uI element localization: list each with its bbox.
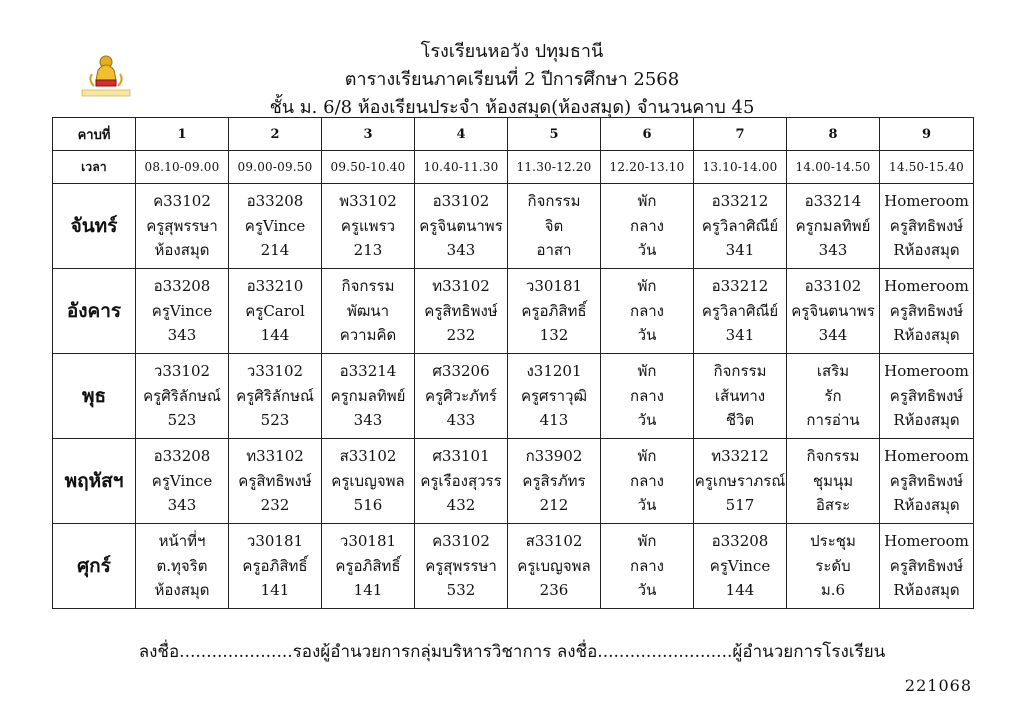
subject-code: อ33210 — [246, 277, 304, 296]
subject-code: ว30181 — [339, 532, 397, 551]
subject-code: อ33208 — [711, 532, 769, 551]
class-cell — [601, 354, 694, 439]
class-cell — [601, 439, 694, 524]
time-slot: 13.10-14.00 — [694, 151, 787, 184]
room-number: การอ่าน — [806, 411, 860, 430]
teacher-name: ครูเกษราภรณ์ — [694, 471, 786, 490]
room-number: 413 — [539, 411, 569, 430]
subject-code: ท33212 — [711, 447, 769, 466]
class-cell — [415, 524, 508, 609]
class-cell — [415, 439, 508, 524]
subject-code: Homeroom — [884, 532, 969, 551]
class-cell — [694, 269, 787, 354]
subject-code: ส33102 — [525, 532, 583, 551]
teacher-name: กลาง — [629, 556, 665, 575]
time-slot: 14.00-14.50 — [787, 151, 880, 184]
class-cell — [694, 354, 787, 439]
subject-code: อ33208 — [153, 277, 211, 296]
subject-code: อ33212 — [711, 277, 769, 296]
class-cell — [787, 269, 880, 354]
class-cell — [880, 354, 974, 439]
class-cell — [880, 269, 974, 354]
room-number: 132 — [539, 326, 569, 345]
class-cell — [787, 524, 880, 609]
room-number: ความคิด — [339, 326, 397, 345]
subject-code: Homeroom — [884, 362, 969, 381]
teacher-name: กลาง — [629, 471, 665, 490]
teacher-name: ครูสิทธิพงษ์ — [238, 471, 312, 490]
room-number: วัน — [637, 581, 657, 600]
teacher-name: พัฒนา — [346, 301, 390, 320]
subject-code: ประชุม — [810, 532, 856, 551]
teacher-name: ครูสุพรรษา — [425, 556, 497, 575]
time-slot: 12.20-13.10 — [601, 151, 694, 184]
subject-code: กิจกรรม — [527, 192, 581, 211]
class-cell — [229, 354, 322, 439]
class-cell — [136, 354, 229, 439]
room-number: 343 — [818, 241, 848, 260]
teacher-name: ชุมนุม — [812, 471, 854, 490]
teacher-name: ครูสิทธิพงษ์ — [889, 556, 964, 575]
teacher-name: ครูCarol — [245, 301, 305, 320]
day-label: พุธ — [53, 354, 136, 439]
class-cell — [508, 269, 601, 354]
class-cell — [229, 524, 322, 609]
period-number: 7 — [694, 118, 787, 151]
room-number: 523 — [260, 411, 290, 430]
teacher-name: กลาง — [629, 301, 665, 320]
class-cell — [322, 269, 415, 354]
period-number: 1 — [136, 118, 229, 151]
room-number: 433 — [446, 411, 476, 430]
subject-code: ศ33206 — [432, 362, 490, 381]
room-number: 141 — [353, 581, 383, 600]
teacher-name: กลาง — [629, 216, 665, 235]
class-cell — [136, 184, 229, 269]
class-cell — [694, 524, 787, 609]
class-cell — [880, 184, 974, 269]
class-cell — [508, 439, 601, 524]
room-number: 236 — [539, 581, 569, 600]
period-row — [53, 118, 974, 151]
period-number: 6 — [601, 118, 694, 151]
teacher-name: ครูวิลาศิณีย์ — [701, 301, 779, 320]
room-number: 212 — [539, 496, 569, 515]
subject-code: Homeroom — [884, 277, 969, 296]
class-cell — [415, 354, 508, 439]
subject-code: Homeroom — [884, 447, 969, 466]
class-cell — [787, 184, 880, 269]
teacher-name: ครูสุพรรษา — [146, 216, 218, 235]
subject-code: อ33214 — [804, 192, 862, 211]
class-cell — [229, 269, 322, 354]
teacher-name: ครูสิทธิพงษ์ — [889, 301, 964, 320]
subject-code: พัก — [637, 532, 657, 551]
subject-code: ว33102 — [246, 362, 304, 381]
day-rows — [53, 184, 974, 609]
subject-code: อ33208 — [246, 192, 304, 211]
class-cell — [322, 184, 415, 269]
teacher-name: ครูเบญจพล — [331, 471, 405, 490]
time-slot: 09.50-10.40 — [322, 151, 415, 184]
room-number: วัน — [637, 241, 657, 260]
time-label: เวลา — [53, 151, 136, 184]
subject-code: พัก — [637, 362, 657, 381]
teacher-name: ครูVince — [709, 556, 771, 575]
room-number: Rห้องสมุด — [893, 581, 960, 600]
room-number: 341 — [725, 326, 755, 345]
room-number: Rห้องสมุด — [893, 326, 960, 345]
subject-code: ค33102 — [432, 532, 490, 551]
room-number: Rห้องสมุด — [893, 496, 960, 515]
room-number: วัน — [637, 496, 657, 515]
teacher-name: ระดับ — [815, 556, 851, 575]
teacher-name: ครูศราวุฒิ — [520, 386, 588, 405]
teacher-name: ครูศิริลักษณ์ — [143, 386, 221, 405]
room-number: 532 — [446, 581, 476, 600]
day-label: อังคาร — [53, 269, 136, 354]
class-cell — [322, 354, 415, 439]
subject-code: ค33102 — [153, 192, 211, 211]
teacher-name: ครูอภิสิทธิ์ — [335, 556, 401, 575]
teacher-name: รัก — [824, 386, 842, 405]
time-slot: 10.40-11.30 — [415, 151, 508, 184]
document-code: 221068 — [904, 676, 972, 695]
subject-code: ท33102 — [432, 277, 490, 296]
subject-code: พัก — [637, 447, 657, 466]
room-number: ห้องสมุด — [154, 581, 210, 600]
subject-code: กิจกรรม — [341, 277, 395, 296]
subject-code: ว30181 — [525, 277, 583, 296]
room-number: 232 — [446, 326, 476, 345]
teacher-name: ครูสิทธิพงษ์ — [889, 386, 964, 405]
room-number: 343 — [167, 326, 197, 345]
room-number: 343 — [353, 411, 383, 430]
subject-code: ก33902 — [525, 447, 583, 466]
room-number: 144 — [260, 326, 290, 345]
class-info: ชั้น ม. 6/8 ห้องเรียนประจำ ห้องสมุด(ห้องสมุด) จำนวนคาบ 45 — [269, 97, 755, 118]
subject-code: เสริม — [816, 362, 850, 381]
class-cell — [694, 439, 787, 524]
class-cell — [787, 439, 880, 524]
period-number: 3 — [322, 118, 415, 151]
teacher-name: ครูศิริลักษณ์ — [236, 386, 314, 405]
period-label: คาบที่ — [53, 118, 136, 151]
teacher-name: ครูจินตนาพร — [419, 216, 503, 235]
teacher-name: ครูอภิสิทธิ์ — [242, 556, 308, 575]
class-cell — [601, 184, 694, 269]
room-number: Rห้องสมุด — [893, 411, 960, 430]
period-number: 8 — [787, 118, 880, 151]
day-label: พฤหัสฯ — [53, 439, 136, 524]
day-row — [53, 184, 974, 269]
room-number: ชีวิต — [725, 411, 755, 430]
room-number: 516 — [353, 496, 383, 515]
teacher-name: ครูอภิสิทธิ์ — [521, 301, 587, 320]
subject-code: ว30181 — [246, 532, 304, 551]
time-slot: 08.10-09.00 — [136, 151, 229, 184]
room-number: 432 — [446, 496, 476, 515]
room-number: อาสา — [536, 241, 572, 260]
class-cell — [136, 439, 229, 524]
school-name: โรงเรียนหอวัง ปทุมธานี — [420, 41, 604, 62]
subject-code: พัก — [637, 192, 657, 211]
room-number: 523 — [167, 411, 197, 430]
time-slot: 11.30-12.20 — [508, 151, 601, 184]
teacher-name: ครูเบญจพล — [517, 556, 591, 575]
time-slot: 09.00-09.50 — [229, 151, 322, 184]
room-number: 343 — [167, 496, 197, 515]
teacher-name: ครูวิลาศิณีย์ — [701, 216, 779, 235]
subject-code: อ33102 — [804, 277, 862, 296]
room-number: 144 — [725, 581, 755, 600]
subject-code: ท33102 — [246, 447, 304, 466]
day-row — [53, 524, 974, 609]
day-row — [53, 354, 974, 439]
subject-code: อ33214 — [339, 362, 397, 381]
room-number: วัน — [637, 411, 657, 430]
teacher-name: ครูกมลทิพย์ — [330, 386, 406, 405]
class-cell — [787, 354, 880, 439]
class-cell — [415, 184, 508, 269]
teacher-name: ครูสิทธิพงษ์ — [889, 471, 964, 490]
term-title: ตารางเรียนภาคเรียนที่ 2 ปีการศึกษา 2568 — [344, 69, 680, 90]
room-number: 232 — [260, 496, 290, 515]
class-cell — [508, 354, 601, 439]
subject-code: ว33102 — [153, 362, 211, 381]
teacher-name: จิต — [544, 216, 564, 235]
subject-code: กิจกรรม — [713, 362, 767, 381]
period-number: 2 — [229, 118, 322, 151]
class-cell — [322, 439, 415, 524]
room-number: อิสระ — [815, 496, 851, 515]
period-number: 4 — [415, 118, 508, 151]
teacher-name: ครูกมลทิพย์ — [795, 216, 871, 235]
teacher-name: ครูจินตนาพร — [791, 301, 875, 320]
subject-code: พ33102 — [339, 192, 397, 211]
room-number: 517 — [725, 496, 755, 515]
teacher-name: ครูสิทธิพงษ์ — [424, 301, 498, 320]
subject-code: อ33212 — [711, 192, 769, 211]
class-cell — [136, 524, 229, 609]
class-cell — [508, 184, 601, 269]
teacher-name: ครูสิรภัทร — [522, 471, 586, 490]
class-cell — [136, 269, 229, 354]
class-cell — [229, 184, 322, 269]
subject-code: พัก — [637, 277, 657, 296]
subject-code: ศ33101 — [432, 447, 490, 466]
room-number: 343 — [446, 241, 476, 260]
signature-line: ลงชื่อ.....................รองผู้อำนวยการกลุ่มบริหารวิชาการ ลงชื่อ.........................ผู้อำนวยการโรงเรียน — [138, 642, 886, 662]
teacher-name: ครูศิวะภัทร์ — [425, 386, 497, 405]
subject-code: หน้าที่ฯ — [158, 532, 206, 551]
teacher-name: ครูVince — [244, 216, 306, 235]
room-number: 341 — [725, 241, 755, 260]
period-number: 9 — [880, 118, 974, 151]
teacher-name: ครูสิทธิพงษ์ — [889, 216, 964, 235]
subject-code: อ33208 — [153, 447, 211, 466]
room-number: 214 — [260, 241, 290, 260]
room-number: ห้องสมุด — [154, 241, 210, 260]
room-number: 344 — [818, 326, 848, 345]
room-number: 213 — [353, 241, 383, 260]
day-row — [53, 439, 974, 524]
class-cell — [229, 439, 322, 524]
class-cell — [508, 524, 601, 609]
subject-code: กิจกรรม — [806, 447, 860, 466]
day-row — [53, 269, 974, 354]
teacher-name: ครูVince — [151, 301, 213, 320]
subject-code: Homeroom — [884, 192, 969, 211]
teacher-name: ต.ทุจริต — [156, 556, 208, 575]
class-cell — [322, 524, 415, 609]
time-row — [53, 151, 974, 184]
class-cell — [694, 184, 787, 269]
class-cell — [601, 524, 694, 609]
teacher-name: ครูVince — [151, 471, 213, 490]
period-number: 5 — [508, 118, 601, 151]
teacher-name: ครูแพรว — [340, 216, 396, 235]
class-cell — [415, 269, 508, 354]
subject-code: อ33102 — [432, 192, 490, 211]
room-number: ม.6 — [820, 581, 846, 600]
day-label: ศุกร์ — [53, 524, 136, 609]
time-slot: 14.50-15.40 — [880, 151, 974, 184]
subject-code: ง31201 — [526, 362, 582, 381]
subject-code: ส33102 — [339, 447, 397, 466]
class-cell — [601, 269, 694, 354]
class-cell — [880, 439, 974, 524]
timetable — [52, 117, 974, 609]
room-number: Rห้องสมุด — [893, 241, 960, 260]
day-label: จันทร์ — [53, 184, 136, 269]
teacher-name: เส้นทาง — [714, 386, 766, 405]
teacher-name: กลาง — [629, 386, 665, 405]
teacher-name: ครูเรืองสุวรร — [420, 471, 502, 490]
room-number: วัน — [637, 326, 657, 345]
room-number: 141 — [260, 581, 290, 600]
class-cell — [880, 524, 974, 609]
